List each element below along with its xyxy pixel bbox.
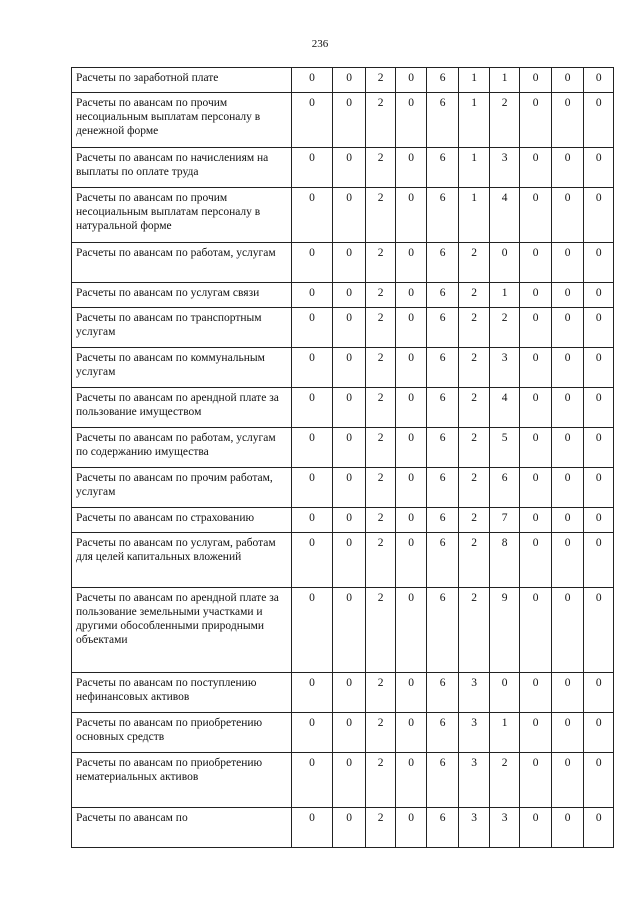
account-code-digit-cell: 0 — [291, 713, 333, 753]
account-code-digit-cell: 6 — [426, 508, 459, 533]
account-code-digit-cell: 6 — [426, 188, 459, 243]
account-code-digit-cell: 0 — [291, 283, 333, 308]
account-code-digit-cell: 0 — [584, 588, 614, 673]
account-code-digit-cell: 3 — [459, 713, 490, 753]
account-code-digit-cell: 0 — [584, 388, 614, 428]
account-code-digit-cell: 0 — [584, 188, 614, 243]
account-code-digit-cell: 0 — [551, 93, 584, 148]
account-code-digit-cell: 0 — [291, 388, 333, 428]
account-code-digit-cell: 0 — [520, 243, 552, 283]
account-code-digit-cell: 0 — [291, 508, 333, 533]
account-code-digit-cell: 2 — [459, 588, 490, 673]
table-row — [72, 673, 614, 713]
account-code-digit-cell: 7 — [489, 508, 520, 533]
account-code-digit-cell: 6 — [426, 808, 459, 848]
table-row — [72, 533, 614, 588]
account-name-cell: Расчеты по авансам по — [72, 808, 292, 848]
account-code-digit-cell: 0 — [520, 388, 552, 428]
account-code-digit-cell: 0 — [551, 388, 584, 428]
account-code-digit-cell: 0 — [520, 68, 552, 93]
account-code-digit-cell: 0 — [396, 348, 427, 388]
table-row — [72, 753, 614, 808]
account-code-digit-cell: 2 — [365, 283, 396, 308]
account-code-digit-cell: 0 — [489, 673, 520, 713]
account-code-digit-cell: 0 — [333, 533, 366, 588]
account-code-digit-cell: 2 — [365, 93, 396, 148]
account-code-digit-cell: 1 — [489, 68, 520, 93]
account-code-digit-cell: 0 — [551, 533, 584, 588]
account-code-digit-cell: 2 — [459, 388, 490, 428]
account-code-digit-cell: 6 — [426, 673, 459, 713]
account-code-digit-cell: 0 — [396, 713, 427, 753]
account-code-digit-cell: 0 — [396, 388, 427, 428]
account-code-digit-cell: 6 — [426, 428, 459, 468]
account-code-digit-cell: 0 — [520, 673, 552, 713]
account-code-digit-cell: 0 — [584, 428, 614, 468]
account-code-digit-cell: 0 — [396, 428, 427, 468]
account-code-digit-cell: 0 — [551, 308, 584, 348]
account-code-digit-cell: 2 — [365, 533, 396, 588]
account-code-digit-cell: 3 — [489, 808, 520, 848]
account-name-cell: Расчеты по авансам по работам, услугам — [72, 243, 292, 283]
account-code-digit-cell: 0 — [551, 188, 584, 243]
account-code-digit-cell: 6 — [426, 243, 459, 283]
account-code-digit-cell: 0 — [551, 753, 584, 808]
account-name-cell: Расчеты по авансам по прочим несоциальным выплатам персоналу в денежной форме — [72, 93, 292, 148]
account-name-cell: Расчеты по заработной плате — [72, 68, 292, 93]
account-code-digit-cell: 0 — [584, 533, 614, 588]
account-code-digit-cell: 0 — [396, 93, 427, 148]
account-code-digit-cell: 2 — [365, 588, 396, 673]
account-name-cell: Расчеты по авансам по транспортным услугам — [72, 308, 292, 348]
account-code-digit-cell: 0 — [333, 283, 366, 308]
account-code-digit-cell: 0 — [396, 508, 427, 533]
account-code-digit-cell: 0 — [333, 468, 366, 508]
account-code-digit-cell: 0 — [333, 428, 366, 468]
account-code-digit-cell: 1 — [459, 148, 490, 188]
account-code-digit-cell: 0 — [396, 188, 427, 243]
account-code-digit-cell: 4 — [489, 188, 520, 243]
account-code-digit-cell: 0 — [551, 148, 584, 188]
account-code-digit-cell: 0 — [333, 588, 366, 673]
table-row — [72, 428, 614, 468]
table-row — [72, 348, 614, 388]
account-code-digit-cell: 6 — [426, 533, 459, 588]
account-code-digit-cell: 3 — [459, 673, 490, 713]
table-row — [72, 148, 614, 188]
account-code-digit-cell: 0 — [291, 348, 333, 388]
account-name-cell: Расчеты по авансам по приобретению основных средств — [72, 713, 292, 753]
account-code-digit-cell: 2 — [459, 348, 490, 388]
account-code-digit-cell: 0 — [333, 243, 366, 283]
account-code-digit-cell: 2 — [489, 753, 520, 808]
account-code-digit-cell: 0 — [551, 283, 584, 308]
account-code-digit-cell: 0 — [396, 673, 427, 713]
account-code-digit-cell: 6 — [426, 588, 459, 673]
account-code-digit-cell: 0 — [584, 753, 614, 808]
account-code-digit-cell: 1 — [459, 93, 490, 148]
table-row — [72, 188, 614, 243]
account-code-digit-cell: 2 — [459, 428, 490, 468]
account-code-digit-cell: 0 — [291, 188, 333, 243]
account-code-digit-cell: 0 — [291, 673, 333, 713]
table-row — [72, 508, 614, 533]
account-code-digit-cell: 0 — [551, 808, 584, 848]
account-code-digit-cell: 0 — [333, 713, 366, 753]
account-code-digit-cell: 6 — [426, 348, 459, 388]
account-code-digit-cell: 0 — [551, 68, 584, 93]
account-code-digit-cell: 0 — [520, 428, 552, 468]
account-code-digit-cell: 6 — [426, 68, 459, 93]
account-code-digit-cell: 0 — [291, 588, 333, 673]
account-code-digit-cell: 0 — [291, 68, 333, 93]
account-name-cell: Расчеты по авансам по работам, услугам по содержанию имущества — [72, 428, 292, 468]
account-code-digit-cell: 0 — [520, 508, 552, 533]
account-code-digit-cell: 0 — [584, 808, 614, 848]
account-code-digit-cell: 0 — [333, 148, 366, 188]
table-row — [72, 93, 614, 148]
accounts-table — [71, 67, 614, 848]
account-code-digit-cell: 1 — [459, 188, 490, 243]
account-code-digit-cell: 0 — [584, 348, 614, 388]
account-code-digit-cell: 0 — [520, 713, 552, 753]
account-code-digit-cell: 0 — [396, 808, 427, 848]
account-code-digit-cell: 2 — [365, 348, 396, 388]
account-code-digit-cell: 6 — [426, 468, 459, 508]
account-code-digit-cell: 2 — [365, 808, 396, 848]
account-code-digit-cell: 0 — [333, 808, 366, 848]
account-code-digit-cell: 6 — [489, 468, 520, 508]
account-name-cell: Расчеты по авансам по прочим несоциальным выплатам персоналу в натуральной форме — [72, 188, 292, 243]
account-code-digit-cell: 2 — [365, 713, 396, 753]
account-code-digit-cell: 0 — [291, 468, 333, 508]
account-code-digit-cell: 0 — [520, 188, 552, 243]
account-code-digit-cell: 0 — [584, 508, 614, 533]
account-code-digit-cell: 0 — [551, 468, 584, 508]
account-code-digit-cell: 0 — [584, 68, 614, 93]
account-code-digit-cell: 2 — [459, 243, 490, 283]
account-code-digit-cell: 0 — [520, 588, 552, 673]
account-code-digit-cell: 2 — [459, 508, 490, 533]
account-code-digit-cell: 0 — [551, 673, 584, 713]
account-code-digit-cell: 6 — [426, 388, 459, 428]
account-code-digit-cell: 0 — [551, 243, 584, 283]
account-name-cell: Расчеты по авансам по услугам, работам для целей капитальных вложений — [72, 533, 292, 588]
account-code-digit-cell: 0 — [584, 673, 614, 713]
account-code-digit-cell: 0 — [584, 148, 614, 188]
table-row — [72, 588, 614, 673]
account-code-digit-cell: 0 — [520, 808, 552, 848]
account-code-digit-cell: 0 — [551, 428, 584, 468]
account-code-digit-cell: 2 — [489, 308, 520, 348]
account-code-digit-cell: 0 — [333, 68, 366, 93]
account-code-digit-cell: 0 — [584, 308, 614, 348]
account-code-digit-cell: 0 — [520, 753, 552, 808]
accounts-table-body — [72, 68, 614, 848]
account-code-digit-cell: 0 — [333, 753, 366, 808]
account-code-digit-cell: 0 — [333, 308, 366, 348]
account-name-cell: Расчеты по авансам по услугам связи — [72, 283, 292, 308]
account-code-digit-cell: 0 — [584, 713, 614, 753]
account-code-digit-cell: 0 — [520, 348, 552, 388]
table-row — [72, 283, 614, 308]
account-code-digit-cell: 0 — [396, 283, 427, 308]
account-code-digit-cell: 0 — [520, 468, 552, 508]
table-row — [72, 68, 614, 93]
account-code-digit-cell: 2 — [365, 308, 396, 348]
account-code-digit-cell: 0 — [520, 148, 552, 188]
account-code-digit-cell: 6 — [426, 713, 459, 753]
account-code-digit-cell: 0 — [291, 753, 333, 808]
table-row — [72, 243, 614, 283]
table-row — [72, 808, 614, 848]
account-code-digit-cell: 6 — [426, 148, 459, 188]
table-row — [72, 388, 614, 428]
account-code-digit-cell: 3 — [459, 753, 490, 808]
account-code-digit-cell: 0 — [551, 713, 584, 753]
account-code-digit-cell: 0 — [291, 243, 333, 283]
account-code-digit-cell: 2 — [365, 68, 396, 93]
account-name-cell: Расчеты по авансам по начислениям на выплаты по оплате труда — [72, 148, 292, 188]
account-code-digit-cell: 0 — [333, 388, 366, 428]
account-code-digit-cell: 0 — [333, 673, 366, 713]
account-code-digit-cell: 0 — [396, 468, 427, 508]
account-code-digit-cell: 0 — [291, 808, 333, 848]
account-code-digit-cell: 5 — [489, 428, 520, 468]
account-code-digit-cell: 9 — [489, 588, 520, 673]
account-code-digit-cell: 2 — [365, 428, 396, 468]
account-code-digit-cell: 2 — [365, 188, 396, 243]
account-code-digit-cell: 0 — [584, 243, 614, 283]
account-name-cell: Расчеты по авансам по коммунальным услугам — [72, 348, 292, 388]
account-name-cell: Расчеты по авансам по приобретению нематериальных активов — [72, 753, 292, 808]
account-code-digit-cell: 0 — [333, 508, 366, 533]
account-code-digit-cell: 0 — [396, 588, 427, 673]
account-code-digit-cell: 0 — [333, 93, 366, 148]
account-name-cell: Расчеты по авансам по прочим работам, услугам — [72, 468, 292, 508]
account-code-digit-cell: 0 — [396, 68, 427, 93]
account-code-digit-cell: 0 — [291, 308, 333, 348]
account-code-digit-cell: 1 — [459, 68, 490, 93]
account-code-digit-cell: 1 — [489, 713, 520, 753]
account-code-digit-cell: 0 — [551, 588, 584, 673]
account-code-digit-cell: 0 — [520, 308, 552, 348]
account-code-digit-cell: 6 — [426, 753, 459, 808]
table-row — [72, 308, 614, 348]
account-name-cell: Расчеты по авансам по страхованию — [72, 508, 292, 533]
account-code-digit-cell: 0 — [396, 533, 427, 588]
account-code-digit-cell: 2 — [365, 468, 396, 508]
account-code-digit-cell: 0 — [396, 753, 427, 808]
account-code-digit-cell: 0 — [551, 348, 584, 388]
account-code-digit-cell: 0 — [520, 93, 552, 148]
table-row — [72, 468, 614, 508]
account-code-digit-cell: 2 — [459, 308, 490, 348]
account-code-digit-cell: 3 — [489, 148, 520, 188]
account-code-digit-cell: 0 — [396, 308, 427, 348]
account-code-digit-cell: 0 — [291, 148, 333, 188]
account-code-digit-cell: 2 — [489, 93, 520, 148]
account-code-digit-cell: 0 — [291, 533, 333, 588]
account-code-digit-cell: 3 — [459, 808, 490, 848]
account-code-digit-cell: 2 — [365, 673, 396, 713]
account-code-digit-cell: 0 — [396, 148, 427, 188]
account-name-cell: Расчеты по авансам по поступлению нефинансовых активов — [72, 673, 292, 713]
table-row — [72, 713, 614, 753]
account-code-digit-cell: 0 — [520, 533, 552, 588]
page-number: 236 — [311, 38, 329, 50]
account-code-digit-cell: 1 — [489, 283, 520, 308]
account-code-digit-cell: 2 — [365, 148, 396, 188]
account-name-cell: Расчеты по авансам по арендной плате за пользование имуществом — [72, 388, 292, 428]
account-code-digit-cell: 0 — [333, 188, 366, 243]
account-code-digit-cell: 2 — [459, 283, 490, 308]
account-code-digit-cell: 0 — [551, 508, 584, 533]
account-code-digit-cell: 6 — [426, 283, 459, 308]
account-code-digit-cell: 3 — [489, 348, 520, 388]
account-code-digit-cell: 0 — [584, 468, 614, 508]
account-name-cell: Расчеты по авансам по арендной плате за пользование земельными участками и другими обособленными природными объектами — [72, 588, 292, 673]
account-code-digit-cell: 0 — [489, 243, 520, 283]
account-code-digit-cell: 8 — [489, 533, 520, 588]
account-code-digit-cell: 0 — [584, 283, 614, 308]
account-code-digit-cell: 0 — [291, 428, 333, 468]
account-code-digit-cell: 2 — [365, 388, 396, 428]
account-code-digit-cell: 6 — [426, 308, 459, 348]
account-code-digit-cell: 2 — [459, 468, 490, 508]
account-code-digit-cell: 0 — [584, 93, 614, 148]
account-code-digit-cell: 0 — [396, 243, 427, 283]
account-code-digit-cell: 2 — [365, 243, 396, 283]
account-code-digit-cell: 6 — [426, 93, 459, 148]
account-code-digit-cell: 4 — [489, 388, 520, 428]
account-code-digit-cell: 2 — [365, 753, 396, 808]
account-code-digit-cell: 0 — [291, 93, 333, 148]
account-code-digit-cell: 0 — [520, 283, 552, 308]
account-code-digit-cell: 2 — [365, 508, 396, 533]
account-code-digit-cell: 2 — [459, 533, 490, 588]
account-code-digit-cell: 0 — [333, 348, 366, 388]
